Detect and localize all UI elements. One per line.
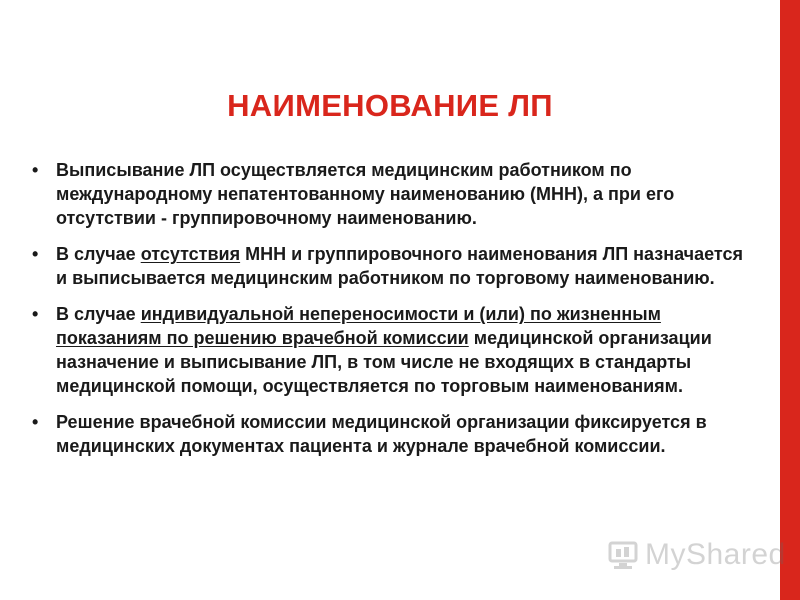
- bullet-item-4: [32, 410, 752, 458]
- bullet-text: Выписывание ЛП осуществляется медицинским работником по международному непатентованному наименованию (МНН), а при его отсутствии - группировочному наименованию.: [56, 160, 675, 228]
- bullet-text-underlined: индивидуальной непереносимости и (или) по жизненным показаниям по решению врачебной комиссии: [56, 304, 661, 348]
- accent-bar: [780, 0, 800, 600]
- bullet-text-prefix: В случае: [56, 244, 141, 264]
- bullet-text-prefix: В случае: [56, 304, 141, 324]
- bullet-item-1: [32, 158, 752, 230]
- bullet-item-3: [32, 302, 752, 398]
- slide-title: НАИМЕНОВАНИЕ ЛП: [227, 88, 553, 123]
- watermark-text: MyShared: [645, 538, 786, 571]
- bullet-list: [32, 158, 752, 470]
- bullet-text-suffix: медицинской организации назначение и выписывание ЛП, в том числе не входящих в стандарты медицинской помощи, осуществляется по торговым наименованиям.: [56, 328, 712, 396]
- watermark: [607, 538, 786, 572]
- bullet-text-underlined: отсутствия: [140, 244, 241, 264]
- bullet-item-2: [32, 242, 752, 290]
- bullet-text: Решение врачебной комиссии медицинской организации фиксируется в медицинских документах пациента и журнале врачебной комиссии.: [56, 412, 707, 456]
- bullet-text-suffix: МНН и группировочного наименования ЛП назначается и выписывается медицинским работником по торговому наименованию.: [56, 244, 743, 288]
- myshared-logo-icon: [607, 538, 641, 572]
